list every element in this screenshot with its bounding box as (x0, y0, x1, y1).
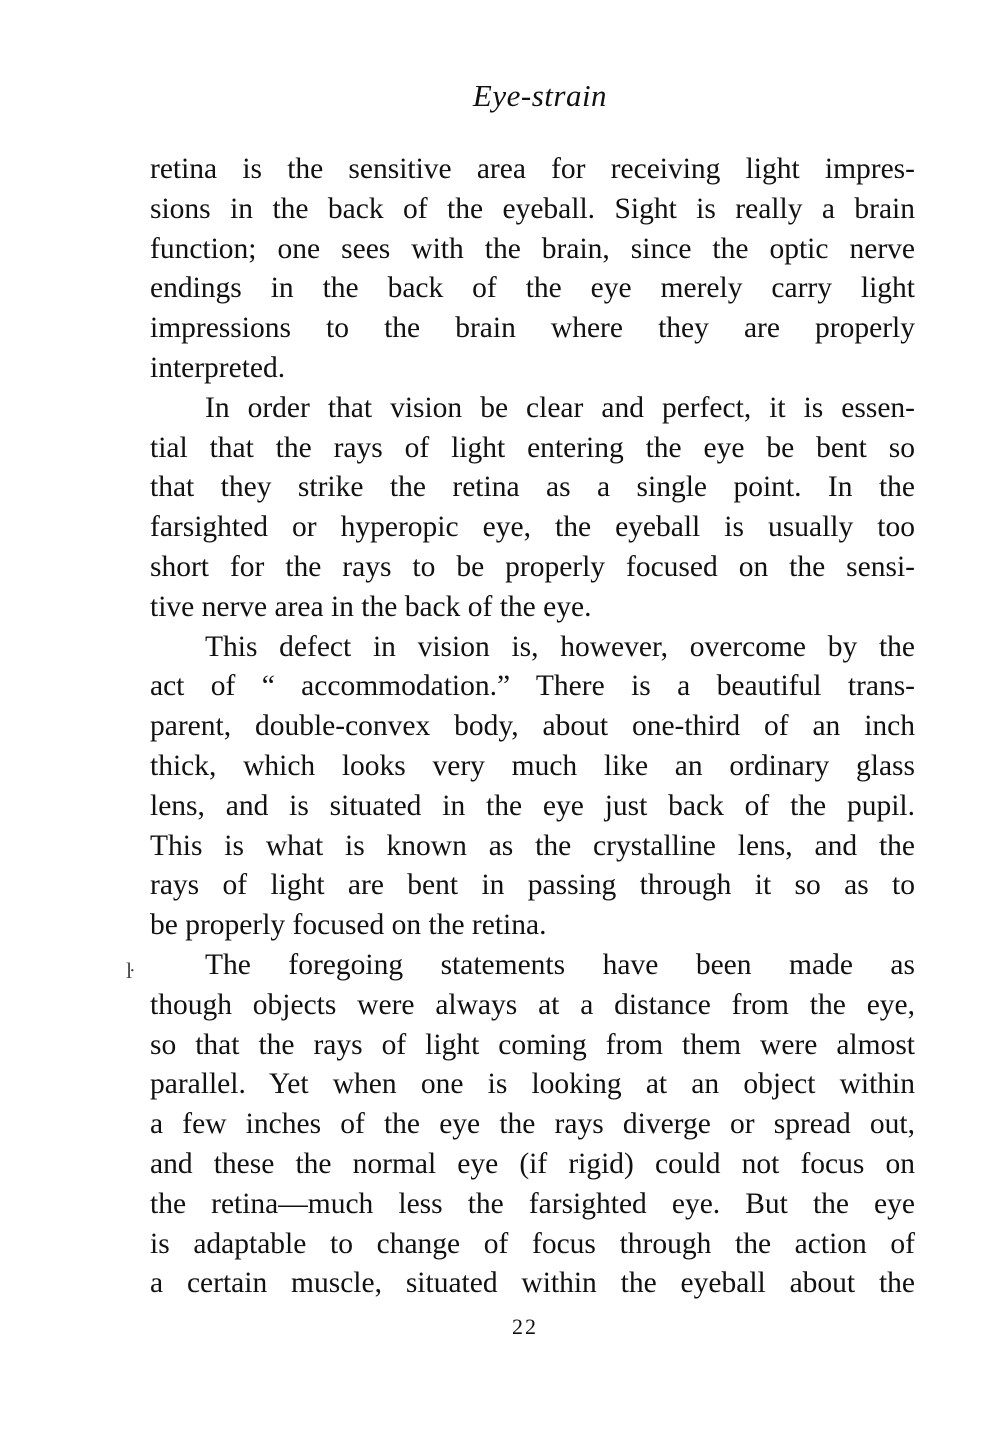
text-line: parent, double-convex body, about one-third of an inch (150, 710, 915, 743)
text-line: In order that vision be clear and perfect, it is essen- (205, 391, 915, 424)
text-line: farsighted or hyperopic eye, the eyeball is usually too (150, 511, 915, 544)
text-line: retina is the sensitive area for receiving light impres- (150, 153, 915, 185)
paragraph (150, 389, 915, 628)
text-line: the retina—much less the farsighted eye. But the eye (150, 1187, 915, 1220)
margin-mark: ŀ (126, 958, 134, 983)
text-line: rays of light are bent in passing through it so as to (150, 869, 915, 902)
text-line: parallel. Yet when one is looking at an object within (150, 1068, 915, 1101)
text-line: tive nerve area in the back of the eye. (150, 590, 592, 623)
text-line: endings in the back of the eye merely carry light (150, 272, 915, 305)
text-line: act of “ accommodation.” There is a beautiful trans- (150, 670, 915, 703)
text-line: that they strike the retina as a single point. In the (150, 471, 915, 504)
text-line: and these the normal eye (if rigid) could not focus on (150, 1147, 915, 1180)
page-number: 22 (512, 1314, 538, 1339)
text-line: interpreted. (150, 351, 286, 384)
paragraph (150, 150, 915, 389)
paragraph (150, 946, 915, 1304)
text-line: sions in the back of the eyeball. Sight is really a brain (150, 192, 915, 225)
text-line: thick, which looks very much like an ordinary glass (150, 749, 915, 782)
text-line: This defect in vision is, however, overcome by the (205, 630, 915, 663)
text-line: a certain muscle, situated within the eyeball about the (150, 1267, 915, 1300)
text-line: The foregoing statements have been made as (205, 948, 915, 981)
text-line: be properly focused on the retina. (150, 909, 547, 942)
text-line: though objects were always at a distance from the eye, (150, 988, 915, 1021)
text-line: tial that the rays of light entering the eye be bent so (150, 431, 915, 464)
text-line: is adaptable to change of focus through the action of (150, 1227, 915, 1260)
text-line: This is what is known as the crystalline lens, and the (150, 829, 915, 862)
body-text (150, 150, 915, 1304)
paragraph (150, 628, 915, 946)
text-line: short for the rays to be properly focused on the sensi- (150, 550, 915, 583)
text-line: lens, and is situated in the eye just back of the pupil. (150, 789, 915, 822)
text-line: a few inches of the eye the rays diverge or spread out, (150, 1108, 915, 1141)
running-head: Eye-strain (472, 78, 608, 113)
text-line: function; one sees with the brain, since the optic nerve (150, 232, 915, 265)
text-line: impressions to the brain where they are properly (150, 312, 915, 345)
text-line: so that the rays of light coming from them were almost (150, 1028, 915, 1061)
